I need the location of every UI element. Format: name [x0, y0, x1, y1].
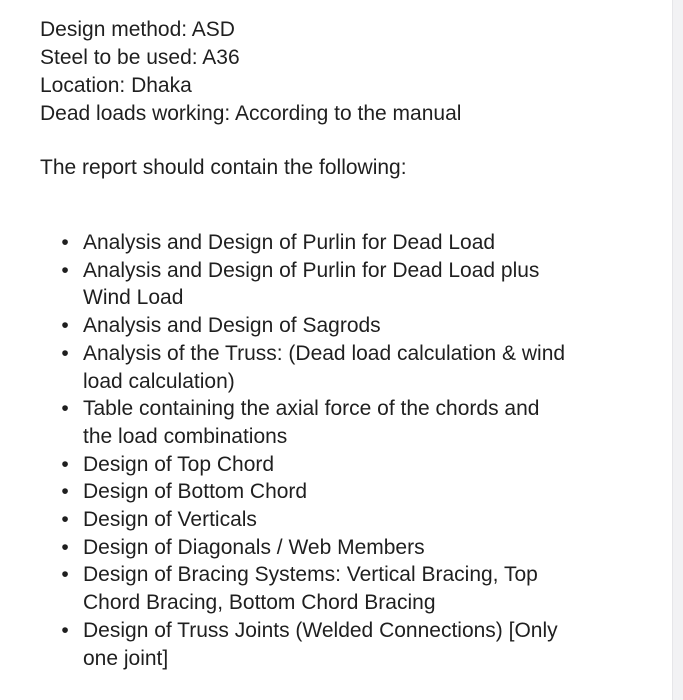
list-item — [0, 257, 673, 312]
list-item — [0, 617, 673, 672]
list-item-line: Analysis and Design of Purlin for Dead Load — [83, 231, 496, 254]
list-item-line: Chord Bracing, Bottom Chord Bracing — [83, 591, 436, 615]
list-item-line: Design of Bottom Chord — [83, 480, 308, 504]
list-item-line: Wind Load — [83, 286, 184, 310]
bullet-icon: • — [61, 618, 69, 642]
list-item-line: Design of Bracing Systems: Vertical Bracing, Top — [83, 563, 538, 587]
dead-loads-line: Dead loads working: According to the manual — [40, 102, 462, 125]
list-item — [0, 312, 673, 340]
list-item — [0, 451, 673, 479]
design-method-line: Design method: ASD — [40, 18, 235, 41]
scroll-gutter — [672, 0, 683, 700]
report-contents-list — [0, 229, 673, 672]
list-item-line: Analysis and Design of Sagrods — [83, 314, 381, 338]
list-item-line: Design of Verticals — [83, 508, 257, 532]
bullet-icon: • — [61, 341, 69, 365]
location-line: Location: Dhaka — [40, 74, 192, 97]
bullet-icon: • — [61, 314, 69, 338]
list-item — [0, 395, 673, 450]
bullet-icon: • — [61, 452, 69, 476]
list-item-line: the load combinations — [83, 424, 288, 448]
list-item — [0, 229, 673, 257]
bullet-icon: • — [61, 563, 69, 587]
list-item-line: Design of Diagonals / Web Members — [83, 535, 425, 559]
report-intro: The report should contain the following: — [40, 156, 407, 179]
list-item — [0, 506, 673, 534]
bullet-icon: • — [61, 231, 69, 254]
list-item-line: Analysis of the Truss: (Dead load calculation & wind — [83, 341, 566, 365]
list-item — [0, 534, 673, 562]
bullet-icon: • — [61, 397, 69, 421]
steel-line: Steel to be used: A36 — [40, 46, 240, 69]
list-item-line: Design of Truss Joints (Welded Connections) [Only — [83, 618, 558, 642]
list-item-line: Table containing the axial force of the chords and — [83, 397, 540, 421]
bullet-icon: • — [61, 535, 69, 559]
list-item-line: load calculation) — [83, 369, 235, 393]
list-item-line: one joint] — [83, 646, 169, 670]
bullet-icon: • — [61, 480, 69, 504]
project-specs — [40, 16, 461, 128]
bullet-icon: • — [61, 258, 69, 282]
list-item — [0, 340, 673, 395]
list-item — [0, 478, 673, 506]
list-item-line: Analysis and Design of Purlin for Dead Load plus — [83, 258, 540, 282]
bullet-icon: • — [61, 508, 69, 532]
list-item — [0, 561, 673, 616]
list-item-line: Design of Top Chord — [83, 452, 275, 476]
